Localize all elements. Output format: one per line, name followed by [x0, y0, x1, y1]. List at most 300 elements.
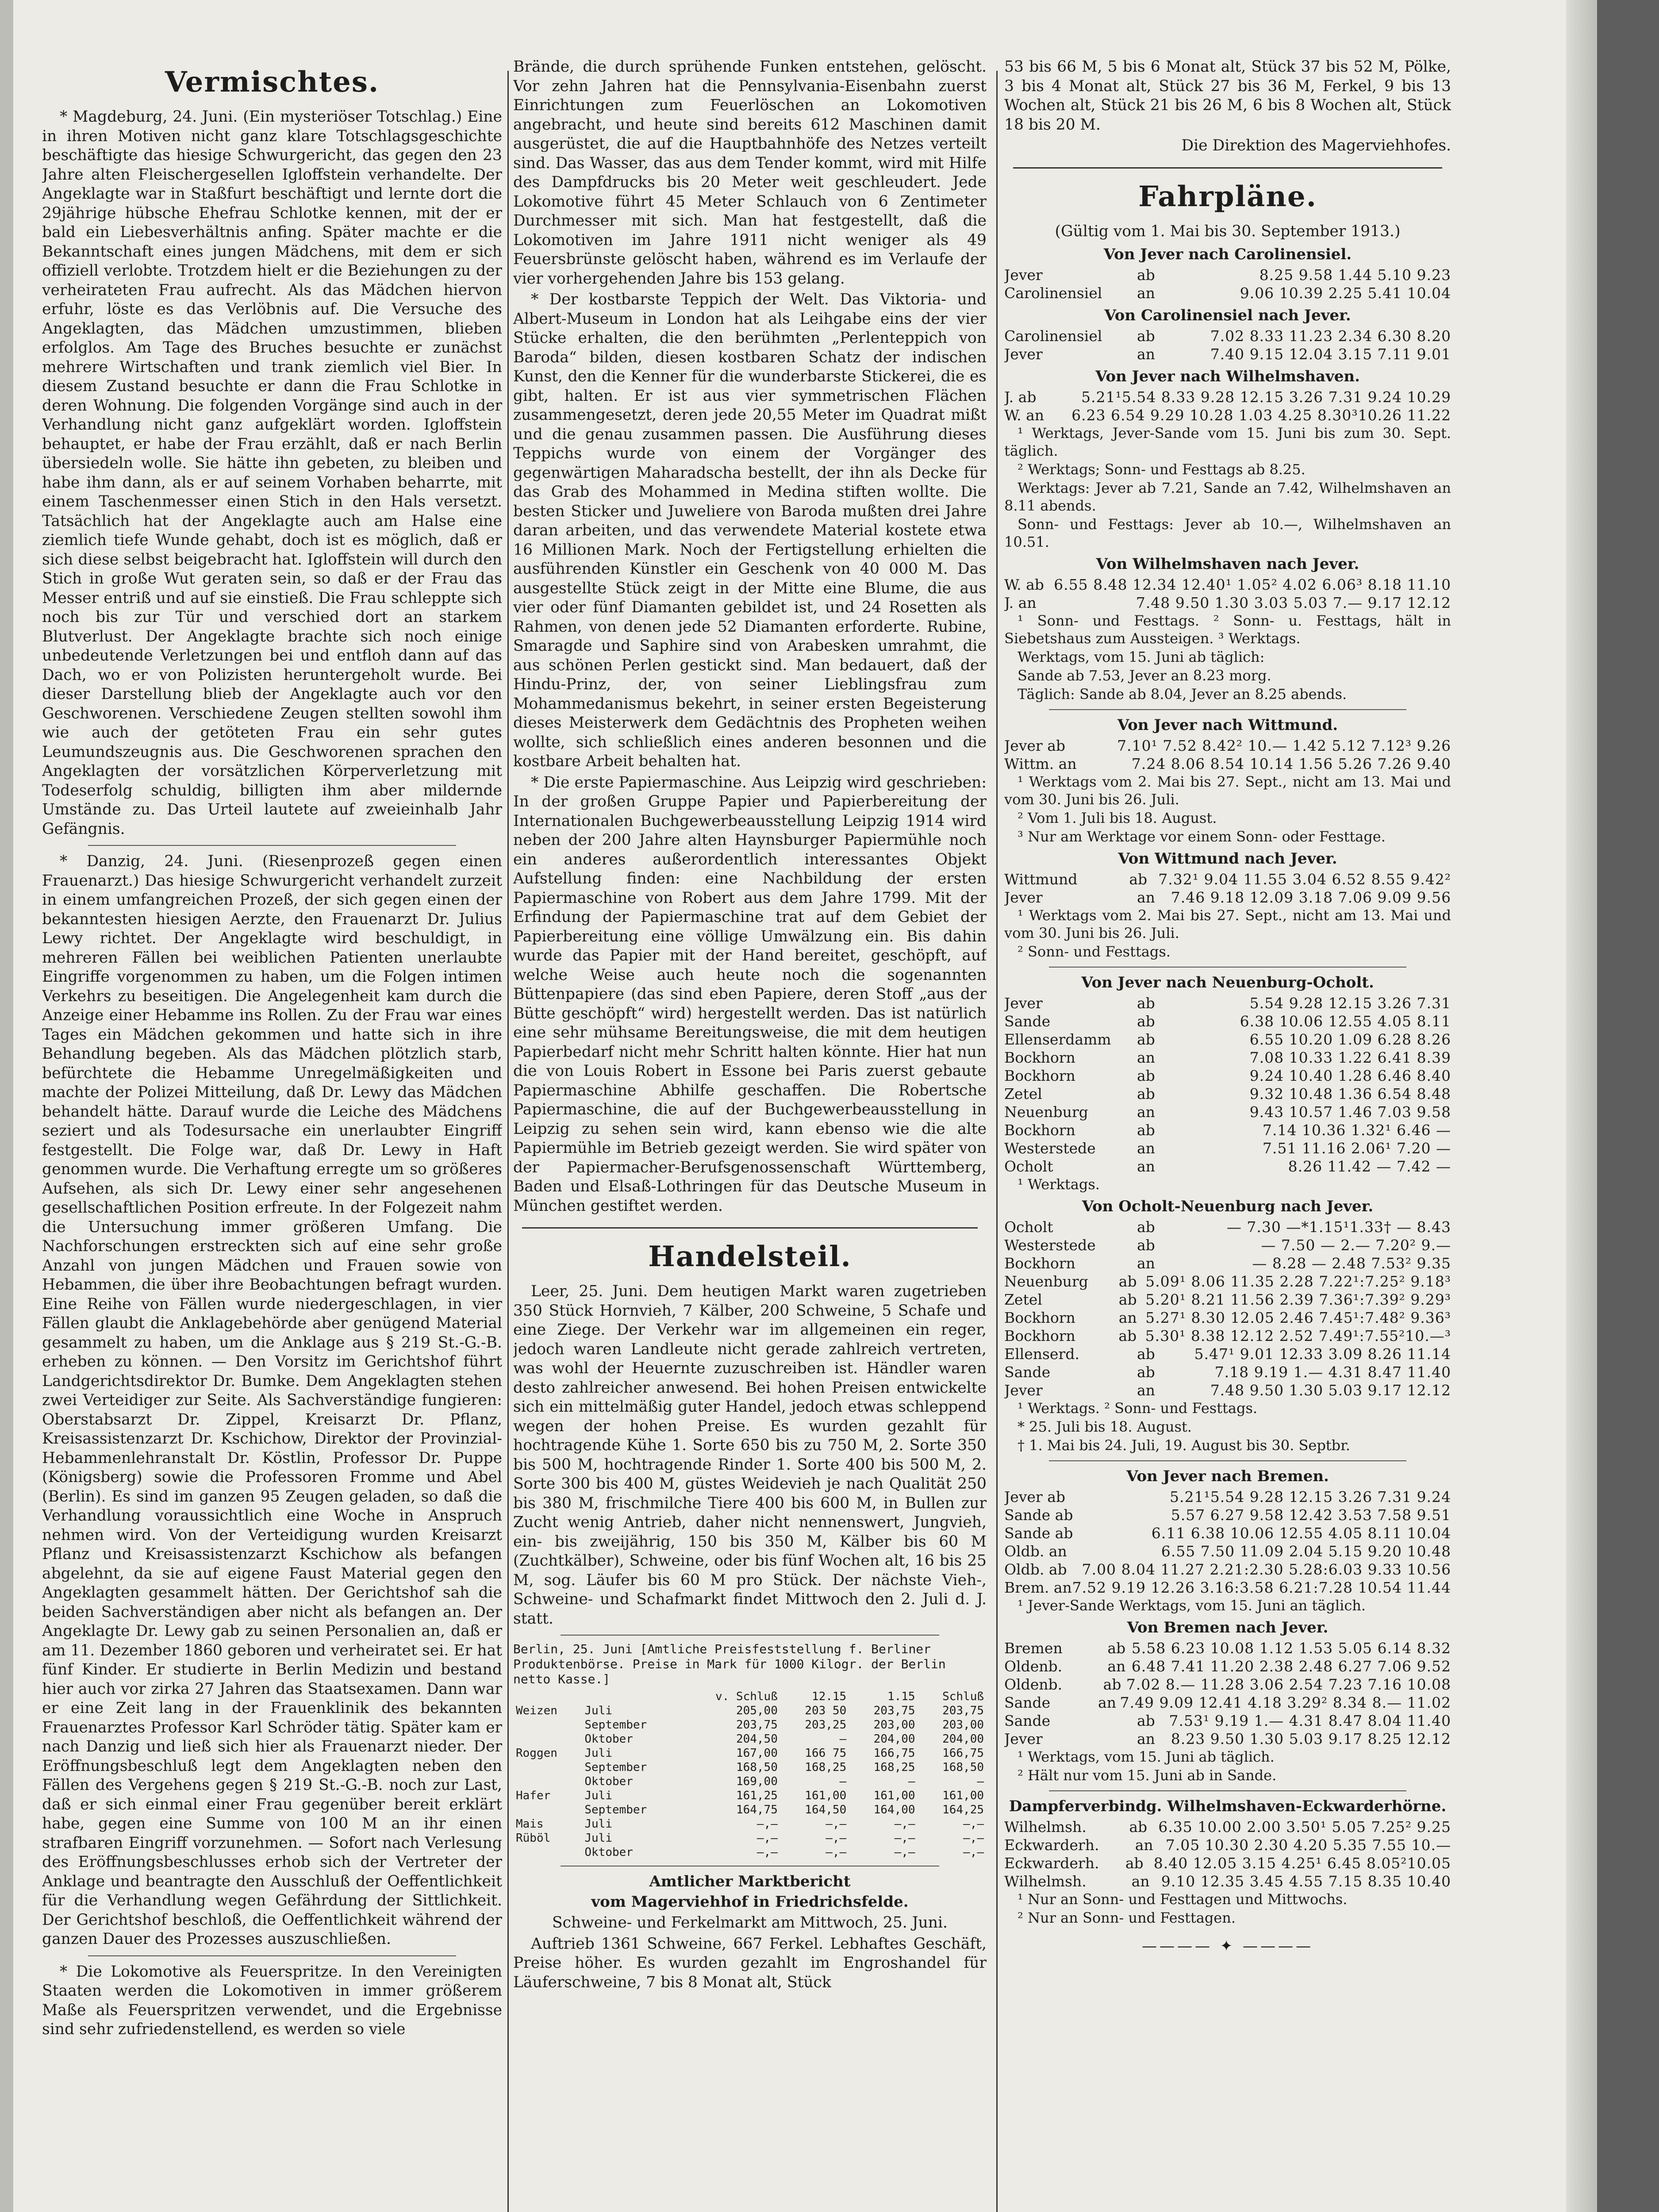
price-cell: 169,00 [736, 1775, 778, 1788]
price-cell: 164,25 [942, 1803, 984, 1816]
timetable-list [1004, 246, 1451, 1927]
timetable-row [1004, 755, 1451, 773]
station-name: Sande ab [1004, 1506, 1073, 1524]
timetable-row [1004, 1854, 1451, 1872]
berlin-table-row [513, 1831, 987, 1845]
article-lokomotive-cont: Brände, die durch sprühende Funken entstehen, gelöscht. Vor zehn Jahren hat die Pennsylvania-Eisenbahn zuerst Einrichtungen zum Feuerlöschen an Lokomotiven angebracht, und heute sind bereits 612 Maschinen damit ausgerüstet, die auf die Hauptbahnhöfe des Netzes verteilt sind. Das Wasser, das aus dem Tender kommt, wird mit Hilfe des Dampfdrucks bis 20 Meter weit geschleudert. Jede Lokomotive führt 45 Meter Schlauch von 6 Zentimeter Durchmesser mit sich. Man hat festgestellt, daß die Lokomotiven im Jahre 1911 nicht weniger als 49 Feuersbrünste gelöscht haben, während es im Verlaufe der vier vorhergehenden Jahre bis 153 gelang. [513, 58, 987, 288]
price-cell: 164,00 [873, 1803, 915, 1816]
timetable-row [1004, 1836, 1451, 1854]
departure-times: 5.21¹5.54 8.33 9.28 12.15 3.26 7.31 9.24 10.29 [1081, 388, 1451, 406]
departure-times: 5.30¹ 8.38 12.12 2.52 7.49¹:7.55²10.—³ [1145, 1327, 1451, 1344]
arrival-departure: an [1135, 1836, 1153, 1854]
article-magdeburg: * Magdeburg, 24. Juni. (Ein mysteriöser Totschlag.) Eine in ihren Motiven nicht ganz klare Totschlagsgeschichte beschäftigte das hiesige Schwurgericht, das gegen den 23 Jahre alten Fleischergesellen Igloffstein verhandelte. Der Angeklagte war in Staßfurt beschäftigt und lernte dort die 29jährige hübsche Ehefrau Schlotke kennen, mit der er bald ein Liebesverhältnis anfing. Später machte er die Bekanntschaft eines jungen Mädchens, mit dem er sich offiziell verlobte. Trotzdem hielt er die Beziehungen zu der verheirateten Frau aufrecht. Als das Mädchen hiervon erfuhr, löste es das Verlöbnis auf. Die Versuche des Angeklagten, das Mädchen umzustimmen, blieben erfolglos. Am Tage des Bruches besuchte er zunächst mehrere Wirtschaften und trank ziemlich viel Bier. In diesem Zustand besuchte er dann die Frau Schlotke in deren Wohnung. Die folgenden Vorgänge sind auch in der Verhandlung nicht ganz aufgeklärt worden. Igloffstein behauptet, er habe der Frau erzählt, daß er nach Berlin übersiedeln wolle. Sie hätte ihn gebeten, zu bleiben und habe ihm dann, als er auf seinem Vorhaben beharrte, mit einem Taschenmesser einen Stich in den Hals versetzt. Tatsächlich hat der Angeklagte auch am Halse eine ziemlich tiefe Wunde gehabt, doch ist es möglich, daß er sich diese selbst beigebracht hat. Igloffstein will durch den Stich in große Wut geraten sein, so daß er der Frau das Messer entriß und auf sie einstieß. Die Frau schleppte sich noch bis zur Tür und verschied dort an starkem Blutverlust. Der Angeklagte brachte sich noch einige unbedeutende Verletzungen bei und entfloh dann auf das Dach, wo er von Polizisten heruntergeholt wurde. Bei dieser Darstellung blieb der Angeklagte auch vor den Geschworenen. Verschiedene Zeugen stellten sowohl ihm wie auch der getöteten Frau ein sehr gutes Leumundszeugnis aus. Die Geschworenen sprachen den Angeklagten der vorsätzlichen Körperverletzung mit Todeserfolg schuldig, billigten ihm aber mildernde Umstände zu. Das Urteil lautete auf zweieinhalb Jahr Gefängnis. [42, 108, 502, 838]
timetable-note: ¹ Werktags. [1018, 1176, 1100, 1193]
timetable-note: ² Sonn- und Festtags. [1018, 943, 1171, 960]
berlin-price-table [513, 1690, 987, 1859]
departure-times: 9.06 10.39 2.25 5.41 10.04 [1240, 284, 1451, 302]
station-name: Oldb. an [1004, 1543, 1067, 1560]
article-papiermaschine: * Die erste Papiermaschine. Aus Leipzig wird geschrieben: In der großen Gruppe Papier und Papierbereitung der Internationalen Buchgewerbeausstellung Leipzig 1914 wird neben der 200 Jahre alten Haynsburger Papiermühle noch ein anderes außerordentlich interessantes Objekt Aufstellung finden: eine Nachbildung der ersten Papiermaschine von Robert aus dem Jahre 1799. Mit der Erfindung der Papiermaschine trat auf dem Gebiet der Papierbereitung eine völlige Umwälzung ein. Bis dahin wurde das Papier mit der Hand bereitet, geschöpft, auf welche Weise auch heute noch die sogenannten Büttenpapiere (das sind eben Papiere, deren Stoff „aus der Bütte geschöpft“ wird) hergestellt werden. Das ist natürlich eine sehr mühsame Bereitungsweise, die mit dem heutigen Papierbedarf nicht mehr Schritt halten könnte. Hier hat nun die von Louis Robert in Essone bei Paris zuerst gebaute Papiermaschine Abhilfe geschaffen. Die Robertsche Papiermaschine, die auf der Buchgewerbeausstellung in Leipzig zu sehen sein wird, kann ebenso wie die alte Papiermühle im Betrieb gezeigt werden. Sie wird später von der Papiermacher-Berufsgenossenschaft Württemberg, Baden und Elsaß-Lothringen für das Deutsche Museum in München gestiftet werden. [513, 773, 987, 1215]
timetable-divider [1049, 1790, 1406, 1791]
arrival-departure: ab [1137, 266, 1155, 284]
station-name: Eckwarderh. [1004, 1836, 1099, 1854]
arrival-departure: ab [1137, 1067, 1155, 1084]
timetable-row [1004, 1139, 1451, 1157]
commodity-cell [513, 1718, 582, 1732]
article-divider [88, 845, 456, 846]
departure-times: 7.24 8.06 8.54 10.14 1.56 5.26 7.26 9.40 [1131, 755, 1451, 772]
departure-times: 7.14 10.36 1.32¹ 6.46 — [1262, 1121, 1451, 1139]
timetable-note: † 1. Mai bis 24. Juli, 19. August bis 30. Septbr. [1018, 1437, 1351, 1454]
station-name: Jever [1004, 346, 1043, 363]
station-name: Wilhelmsh. [1004, 1818, 1087, 1836]
departure-times: 7.02 8.— 11.28 3.06 2.54 7.23 7.16 10.08 [1126, 1676, 1451, 1693]
departure-times: 7.53¹ 9.19 1.— 4.31 8.47 8.04 11.40 [1169, 1712, 1451, 1729]
marktbericht-signature: Die Direktion des Magerviehhofes. [1181, 137, 1451, 154]
term-cell: Oktober [584, 1846, 633, 1859]
price-cell: 204,00 [942, 1732, 984, 1746]
arrival-departure: an [1137, 284, 1155, 302]
departure-times: 7.32¹ 9.04 11.55 3.04 6.52 8.55 9.42² [1158, 871, 1451, 888]
station-name: Jever ab [1004, 1488, 1065, 1505]
arrival-departure: ab [1118, 1291, 1137, 1308]
departure-times: 5.09¹ 8.06 11.35 2.28 7.22¹:7.25² 9.18³ [1145, 1273, 1451, 1290]
term-cell: Juli [584, 1789, 612, 1802]
price-cell: 164,50 [805, 1803, 847, 1816]
term-cell: Oktober [584, 1732, 633, 1746]
term-cell: Juli [584, 1704, 612, 1717]
column-rule [996, 71, 998, 2212]
station-name: Carolinensiel [1004, 284, 1102, 302]
timetable-note: ² Vom 1. Juli bis 18. August. [1018, 810, 1217, 826]
adjacent-page-edge [0, 0, 13, 2212]
price-cell: 203,75 [736, 1718, 778, 1732]
berlin-table-row [513, 1732, 987, 1746]
timetable-row [1004, 1030, 1451, 1048]
timetable-row [1004, 284, 1451, 302]
timetable-row [1004, 1327, 1451, 1345]
timetable-row [1004, 888, 1451, 906]
commodity-cell [513, 1803, 582, 1817]
arrival-departure: ab [1137, 1363, 1155, 1381]
timetable-note: ¹ Werktags, vom 15. Juni ab täglich. [1018, 1748, 1275, 1765]
commodity-cell: Roggen [516, 1747, 557, 1760]
departure-times: 5.58 6.23 10.08 1.12 1.53 5.05 6.14 8.32 [1131, 1640, 1451, 1657]
price-cell: —,— [963, 1817, 984, 1831]
arrival-departure: ab [1137, 1031, 1155, 1048]
timetable-title: Von Jever nach Neuenburg-Ocholt. [1081, 974, 1374, 991]
timetable-row [1004, 1381, 1451, 1399]
station-name: W. ab [1004, 576, 1044, 593]
timetable-row [1004, 266, 1451, 284]
departure-times: 7.51 11.16 2.06¹ 7.20 — [1262, 1140, 1451, 1157]
station-name: Jever [1004, 266, 1043, 284]
timetable-row [1004, 737, 1451, 755]
price-cell: 161,00 [942, 1789, 984, 1802]
timetable-row [1004, 1309, 1451, 1327]
price-cell: —,— [894, 1817, 915, 1831]
departure-times: 7.18 9.19 1.— 4.31 8.47 11.40 [1214, 1363, 1451, 1381]
arrival-departure: an [1137, 1382, 1155, 1399]
timetable-row [1004, 594, 1451, 612]
timetable-note: ¹ Sonn- und Festtags. ² Sonn- u. Festtags, hält in Siebetshaus zum Aussteigen. ³ Werktags. [1004, 612, 1451, 647]
term-cell: Juli [584, 1747, 612, 1760]
price-cell: 161,25 [736, 1789, 778, 1802]
timetable-row [1004, 1218, 1451, 1236]
station-name: Sande [1004, 1694, 1051, 1711]
arrival-departure: an [1137, 1049, 1155, 1066]
timetable-row [1004, 1272, 1451, 1290]
station-name: Zetel [1004, 1085, 1042, 1102]
arrival-departure: ab [1129, 1818, 1148, 1836]
station-name: Ocholt [1004, 1218, 1053, 1236]
timetable-divider [1049, 709, 1406, 710]
station-name: Wilhelmsh. [1004, 1873, 1087, 1890]
berlin-table-row [513, 1760, 987, 1774]
timetable-note: Werktags: Jever ab 7.21, Sande an 7.42, Wilhelmshaven an 8.11 abends. [1004, 480, 1451, 514]
departure-times: 7.10¹ 7.52 8.42² 10.— 1.42 5.12 7.12³ 9.26 [1117, 737, 1451, 754]
commodity-cell [513, 1732, 582, 1746]
station-name: Westerstede [1004, 1237, 1096, 1254]
departure-times: — 8.28 — 2.48 7.53² 9.35 [1252, 1255, 1451, 1272]
article-teppich: * Der kostbarste Teppich der Welt. Das Viktoria- und Albert-Museum in London hat als Leihgabe eins der vier Stücke erhalten, die den berühmten „Perlenteppich von Baroda“ bilden, diesen kostbaren Schatz der indischen Kunst, den die Kenner für die wunderbarste Stickerei, die es gibt, halten. Er ist aus vier symmetrischen Flächen zusammengesetzt, deren jede 20,55 Meter im Quadrat mißt und die genau zusammen passen. Die Ausführung dieses Teppichs wurde von einem der Vorgänger des gegenwärtigen Maharadscha bestellt, der ihn als Decke für das Grab des Mohammed in Medina stiften wollte. Die besten Sticker und Juweliere von Baroda mußten drei Jahre daran arbeiten, und das verwendete Material kostete etwa 16 Millionen Mark. Noch der Fertigstellung erhielten die ausführenden Künstler ein Geschenk von 40 000 M. Das ausgestellte Stück zeigt in der Mitte eine Blume, die aus vier oder fünf Diamanten gebildet ist, und 24 Rosetten als Rahmen, von denen jede 52 Diamanten erforderte. Rubine, Smaragde und Saphire sind von Arabesken umrahmt, die aus schönen Perlen gestickt sind. Man bedauert, daß der Hindu-Prinz, der, von seiner Lieblingsfrau zum Mohammedanismus bekehrt, in seiner ersten Begeisterung dieses Meisterwerk dem Gedächtnis des Propheten weihen wollte, sich schließlich eines anderen besonnen und die kostbare Arbeit behalten hat. [513, 291, 987, 770]
column-rule [507, 71, 509, 2212]
arrival-departure: ab [1137, 1237, 1155, 1254]
commodity-cell: Hafer [516, 1789, 551, 1802]
price-cell: 166,75 [873, 1747, 915, 1760]
column-fahrplaene [1004, 58, 1451, 2212]
term-cell: September [584, 1718, 647, 1732]
arrival-departure: ab [1103, 1676, 1121, 1693]
timetable-row [1004, 327, 1451, 345]
timetable-title: Von Bremen nach Jever. [1127, 1619, 1329, 1636]
price-cell: 161,00 [805, 1789, 847, 1802]
commodity-cell: Rüböl [516, 1832, 551, 1845]
station-name: Brem. an [1004, 1579, 1072, 1596]
column-vermischtes [42, 58, 502, 2212]
departure-times: — 7.30 —*1.15¹1.33† — 8.43 [1226, 1218, 1451, 1236]
departure-times: 7.49 9.09 12.41 4.18 3.29² 8.34 8.— 11.02 [1120, 1694, 1451, 1711]
article-divider [88, 1955, 456, 1956]
departure-times: 8.26 11.42 — 7.42 — [1288, 1158, 1451, 1175]
section-title-handelsteil: Handelsteil. [648, 1240, 852, 1273]
scan-background [1597, 0, 1659, 2212]
timetable-row [1004, 1121, 1451, 1139]
arrival-departure: ab [1137, 1013, 1155, 1030]
berlin-table-row [513, 1789, 987, 1803]
price-cell: — [839, 1775, 847, 1788]
departure-times: 7.46 9.18 12.09 3.18 7.06 9.09 9.56 [1171, 889, 1451, 906]
berlin-table-row [513, 1704, 987, 1718]
price-cell: 203,00 [873, 1718, 915, 1732]
price-cell: —,— [826, 1846, 847, 1859]
section-title-fahrplaene: Fahrpläne. [1138, 180, 1317, 213]
berlin-col-header [513, 1690, 582, 1704]
departure-times: 5.47¹ 9.01 12.33 3.09 8.26 11.14 [1194, 1345, 1451, 1363]
price-cell: 166 75 [805, 1747, 847, 1760]
berlin-table-row [513, 1718, 987, 1732]
timetable-row [1004, 1363, 1451, 1381]
timetable-note: * 25. Juli bis 18. August. [1018, 1418, 1192, 1435]
departure-times: 6.48 7.41 11.20 2.38 2.48 6.27 7.06 9.52 [1131, 1658, 1451, 1675]
price-cell: —,— [757, 1832, 778, 1845]
timetable-row [1004, 870, 1451, 888]
price-cell: —,— [757, 1817, 778, 1831]
timetable-title: Von Jever nach Bremen. [1126, 1467, 1329, 1485]
timetable-row [1004, 994, 1451, 1012]
departure-times: 9.43 10.57 1.46 7.03 9.58 [1249, 1103, 1451, 1121]
section-divider [1013, 167, 1442, 169]
station-name: Bockhorn [1004, 1067, 1075, 1084]
timetable-note: Werktags, vom 15. Juni ab täglich: [1018, 649, 1265, 665]
timetable-note: ¹ Werktags vom 2. Mai bis 27. Sept., nicht am 13. Mai und vom 30. Juni bis 26. Juli. [1004, 907, 1451, 941]
arrival-departure: ab [1118, 1327, 1137, 1344]
marktbericht-date: Schweine- und Ferkelmarkt am Mittwoch, 25. Juni. [552, 1914, 948, 1932]
arrival-departure: ab [1137, 1121, 1155, 1139]
term-cell: September [584, 1761, 647, 1774]
arrival-departure: an [1131, 1873, 1150, 1890]
price-cell: 203,75 [873, 1704, 915, 1717]
timetable-note: ¹ Jever-Sande Werktags, vom 15. Juni an täglich. [1018, 1597, 1366, 1614]
timetable-row [1004, 1157, 1451, 1175]
price-cell: 203,00 [942, 1718, 984, 1732]
timetable-note: ² Nur an Sonn- und Festtagen. [1018, 1909, 1236, 1926]
station-name: Sande [1004, 1712, 1051, 1729]
price-cell: 204,50 [736, 1732, 778, 1746]
price-cell: —,— [894, 1846, 915, 1859]
timetable-row [1004, 1578, 1451, 1597]
price-cell: 167,00 [736, 1747, 778, 1760]
station-name: Wittmund [1004, 871, 1078, 888]
timetable-row [1004, 1657, 1451, 1675]
price-cell: 161,00 [873, 1789, 915, 1802]
timetable-row [1004, 1675, 1451, 1694]
timetable-divider [1049, 1460, 1406, 1461]
timetable-title: Von Jever nach Carolinensiel. [1103, 246, 1352, 263]
commodity-cell [513, 1774, 582, 1789]
departure-times: 6.23 6.54 9.29 10.28 1.03 4.25 8.30³10.26 11.22 [1071, 407, 1451, 424]
station-name: Jever [1004, 995, 1043, 1012]
departure-times: 6.38 10.06 12.55 4.05 8.11 [1240, 1013, 1451, 1030]
arrival-departure: ab [1137, 1085, 1155, 1102]
timetable-note: ¹ Werktags vom 2. Mai bis 27. Sept., nicht am 13. Mai und vom 30. Juni bis 26. Juli. [1004, 773, 1451, 808]
price-cell: 168,50 [942, 1761, 984, 1774]
arrival-departure: ab [1137, 327, 1155, 345]
departure-times: 8.23 9.50 1.30 5.03 9.17 8.25 12.12 [1171, 1730, 1451, 1747]
arrival-departure: an [1137, 1103, 1155, 1121]
berlin-table-row [513, 1774, 987, 1789]
marktbericht-text: Auftrieb 1361 Schweine, 667 Ferkel. Lebhaftes Geschäft, Preise höher. Es wurden gezahlt im Engroshandel für Läuferschweine, 7 bis 8 Monat alt, Stück [513, 1935, 987, 1991]
commodity-cell: Weizen [516, 1704, 557, 1717]
berlin-table-row [513, 1817, 987, 1831]
departure-times: 8.25 9.58 1.44 5.10 9.23 [1259, 266, 1451, 284]
arrival-departure: ab [1107, 1640, 1126, 1657]
timetable-note: ¹ Werktags, Jever-Sande vom 15. Juni bis zum 30. Sept. täglich. [1004, 425, 1451, 459]
timetable-row [1004, 388, 1451, 406]
arrival-departure: an [1107, 1658, 1126, 1675]
price-cell: 203,75 [942, 1704, 984, 1717]
timetable-title: Von Wittmund nach Jever. [1118, 850, 1337, 868]
berlin-table-row [513, 1746, 987, 1760]
station-name: Sande [1004, 1013, 1051, 1030]
station-name: Jever [1004, 889, 1043, 906]
departure-times: 9.32 10.48 1.36 6.54 8.48 [1249, 1085, 1451, 1102]
timetable-note: ¹ Nur an Sonn- und Festtagen und Mittwochs. [1018, 1891, 1348, 1908]
departure-times: 7.02 8.33 11.23 2.34 6.30 8.20 [1210, 327, 1451, 345]
station-name: Jever [1004, 1382, 1043, 1399]
departure-times: — 7.50 — 2.— 7.20² 9.— [1261, 1237, 1451, 1254]
timetable-row [1004, 1345, 1451, 1363]
station-name: J. an [1004, 594, 1037, 611]
article-lokomotive: * Die Lokomotive als Feuerspritze. In den Vereinigten Staaten werden die Lokomotiven in immer größerem Maße als Feuerspritzen verwendet, und die Ergebnisse sind sehr zufriedenstellend, es werden so viele [42, 1962, 502, 2038]
price-cell: — [908, 1775, 915, 1788]
departure-times: 5.54 9.28 12.15 3.26 7.31 [1249, 995, 1451, 1012]
station-name: W. an [1004, 407, 1045, 424]
departure-times: 5.27¹ 8.30 12.05 2.46 7.45¹:7.48² 9.36³ [1145, 1309, 1451, 1326]
timetable-row [1004, 1488, 1451, 1506]
timetable-row [1004, 406, 1451, 424]
price-cell: 164,75 [736, 1803, 778, 1816]
departure-times: 6.35 10.00 2.00 3.50¹ 5.05 7.25² 9.25 [1158, 1818, 1451, 1836]
commodity-cell: Mais [516, 1817, 544, 1831]
timetable-note: Sonn- und Festtags: Jever ab 10.—, Wilhelmshaven an 10.51. [1004, 516, 1451, 550]
timetable-title: Dampferverbindg. Wilhelmshaven-Eckwarderhörne. [1009, 1797, 1447, 1815]
departure-times: 6.55 10.20 1.09 6.28 8.26 [1249, 1031, 1451, 1048]
station-name: Jever ab [1004, 737, 1065, 754]
timetable-row [1004, 1506, 1451, 1524]
column-middle [513, 58, 987, 2212]
departure-times: 7.00 8.04 11.27 2.21:2.30 5.28:6.03 9.33 10.56 [1082, 1561, 1451, 1578]
section-divider [522, 1227, 978, 1229]
section-title-vermischtes: Vermischtes. [165, 65, 380, 99]
departure-times: 5.57 6.27 9.58 12.42 3.53 7.58 9.51 [1171, 1506, 1451, 1524]
station-name: Carolinensiel [1004, 327, 1102, 345]
commodity-cell [513, 1760, 582, 1774]
station-name: Ellenserdamm [1004, 1031, 1111, 1048]
timetable-row [1004, 1012, 1451, 1030]
arrival-departure: ab [1137, 1712, 1155, 1729]
term-cell: Juli [584, 1832, 612, 1845]
timetable-row [1004, 1254, 1451, 1272]
station-name: Westerstede [1004, 1140, 1096, 1157]
arrival-departure: ab [1118, 1273, 1137, 1290]
station-name: Wittm. an [1004, 755, 1077, 772]
departure-times: 6.55 7.50 11.09 2.04 5.15 9.20 10.48 [1161, 1543, 1451, 1560]
berlin-table-row [513, 1845, 987, 1859]
station-name: Bockhorn [1004, 1121, 1075, 1139]
station-name: Bockhorn [1004, 1049, 1075, 1066]
arrival-departure: ab [1129, 871, 1148, 888]
price-cell: — [977, 1775, 984, 1788]
berlin-col-header: 12.15 [811, 1690, 847, 1703]
station-name: Neuenburg [1004, 1103, 1088, 1121]
berlin-col-header: v. Schluß [715, 1690, 778, 1703]
arrival-departure: an [1137, 1255, 1155, 1272]
berlin-table-row [513, 1803, 987, 1817]
arrival-departure: an [1137, 1140, 1155, 1157]
berlin-col-header: Schluß [942, 1690, 984, 1703]
closing-ornament: ———— ✦ ———— [1141, 1937, 1314, 1955]
timetable-row [1004, 1818, 1451, 1836]
arrival-departure: an [1098, 1694, 1116, 1711]
price-cell: 203,25 [805, 1718, 847, 1732]
article-leer-markt: Leer, 25. Juni. Dem heutigen Markt waren zugetrieben 350 Stück Hornvieh, 7 Kälber, 200 Schweine, 5 Schafe und eine Ziege. Der Verkehr war im allgemeinen ein reger, jedoch waren Landleute nicht gerade zahlreich vertreten, was wohl der Heuernte zuzuschreiben ist. Händler waren desto zahlreicher anwesend. Bei hohen Preisen entwickelte sich ein mittelmäßig guter Handel, jedoch etwas schleppend wegen der hohen Preise. Es wurden gezahlt für hochtragende Kühe 1. Sorte 650 bis zu 750 M, 2. Sorte 350 bis 500 M, hochtragende Rinder 1. Sorte 400 bis 500 M, 2. Sorte 300 bis 400 M, güstes Weidevieh je nach Qualität 250 bis 380 M, frischmilche Tiere 400 bis 600 M, in Bullen zur Zucht wenig Antrieb, daher nicht nennenswert, Jungvieh, ein- bis zweijährig, 150 bis 350 M, Kälber bis 60 M (Zuchtkälber), Schweine, oder bis fünf Wochen alt, 16 bis 25 M, sog. Läufer bis 60 M pro Stück. Der nächste Vieh-, Schweine- und Schafmarkt findet Mittwoch den 2. Juli d. J. statt. [513, 1283, 987, 1628]
timetable-row [1004, 1872, 1451, 1890]
price-cell: 204,00 [873, 1732, 915, 1746]
timetable-note: ² Werktags; Sonn- und Festtags ab 8.25. [1018, 461, 1306, 478]
arrival-departure: an [1137, 1730, 1155, 1747]
station-name: Neuenburg [1004, 1273, 1088, 1290]
arrival-departure: ab [1137, 995, 1155, 1012]
departure-times: 8.40 12.05 3.15 4.25¹ 6.45 8.05²10.05 [1153, 1855, 1451, 1872]
timetable-note: ³ Nur am Werktage vor einem Sonn- oder Festtage. [1018, 828, 1386, 845]
timetable-row [1004, 1560, 1451, 1578]
timetable-row [1004, 1639, 1451, 1657]
station-name: Sande [1004, 1363, 1051, 1381]
price-cell: 205,00 [736, 1704, 778, 1717]
departure-times: 5.21¹5.54 9.28 12.15 3.26 7.31 9.24 [1169, 1488, 1451, 1505]
price-cell: 203 50 [805, 1704, 847, 1717]
departure-times: 7.48 9.50 1.30 5.03 9.17 12.12 [1210, 1382, 1451, 1399]
timetable-note: ¹ Werktags. ² Sonn- und Festtags. [1018, 1400, 1258, 1417]
price-cell: — [839, 1732, 847, 1746]
timetable-title: Von Ocholt-Neuenburg nach Jever. [1082, 1198, 1374, 1215]
timetable-row [1004, 1694, 1451, 1712]
timetable-row [1004, 1085, 1451, 1103]
arrival-departure: ab [1125, 1855, 1144, 1872]
timetable-divider [1049, 967, 1406, 968]
timetable-row [1004, 1542, 1451, 1560]
departure-times: 5.20¹ 8.21 11.56 2.39 7.36¹:7.39² 9.29³ [1145, 1291, 1451, 1308]
timetable-note: ² Hält nur vom 15. Juni ab in Sande. [1018, 1767, 1277, 1784]
station-name: Zetel [1004, 1291, 1042, 1308]
timetable-note: Sande ab 7.53, Jever an 8.23 morg. [1018, 667, 1271, 684]
station-name: Ellenserd. [1004, 1345, 1079, 1363]
departure-times: 9.10 12.35 3.45 4.55 7.15 8.35 10.40 [1161, 1873, 1451, 1890]
fahrplan-validity: (Gültig vom 1. Mai bis 30. September 1913.) [1055, 222, 1401, 240]
departure-times: 7.08 10.33 1.22 6.41 8.39 [1249, 1049, 1451, 1066]
arrival-departure: an [1118, 1309, 1137, 1326]
station-name: Eckwarderh. [1004, 1855, 1099, 1872]
price-cell: 168,25 [873, 1761, 915, 1774]
price-cell: —,— [826, 1817, 847, 1831]
price-cell: 166,75 [942, 1747, 984, 1760]
arrival-departure: an [1137, 346, 1155, 363]
commodity-cell [513, 1845, 582, 1859]
station-name: Ocholt [1004, 1158, 1053, 1175]
arrival-departure: an [1137, 1158, 1155, 1175]
timetable-row [1004, 1067, 1451, 1085]
berlin-boerse-heading: Berlin, 25. Juni [Amtliche Preisfeststellung f. Berliner Produktenbörse. Preise in Mark für 1000 Kilogr. der Berlin netto Kasse.] [513, 1642, 946, 1686]
departure-times: 7.40 9.15 12.04 3.15 7.11 9.01 [1210, 346, 1451, 363]
timetable-row [1004, 1712, 1451, 1730]
marktbericht-title: Amtlicher Marktbericht [649, 1873, 851, 1890]
station-name: Oldenb. [1004, 1658, 1063, 1675]
marktbericht-cont: 53 bis 66 M, 5 bis 6 Monat alt, Stück 37 bis 52 M, Pölke, 3 bis 4 Monat alt, Stück 27 bis 36 M, Ferkel, 9 bis 13 Wochen alt, Stück 21 bis 26 M, 6 bis 8 Wochen alt, Stück 18 bis 20 M. [1004, 58, 1451, 134]
price-cell: —,— [894, 1832, 915, 1845]
arrival-departure: ab [1137, 1345, 1155, 1363]
timetable-title: Von Wilhelmshaven nach Jever. [1096, 555, 1359, 573]
berlin-table-header [513, 1690, 987, 1704]
departure-times: 7.52 9.19 12.26 3.16:3.58 6.21:7.28 10.54 11.44 [1072, 1579, 1451, 1596]
price-cell: —,— [963, 1832, 984, 1845]
price-cell: 168,25 [805, 1761, 847, 1774]
station-name: Bockhorn [1004, 1309, 1075, 1326]
berlin-col-header [582, 1690, 681, 1704]
timetable-row [1004, 345, 1451, 363]
price-cell: —,— [757, 1846, 778, 1859]
station-name: Jever [1004, 1730, 1043, 1747]
arrival-departure: ab [1137, 1218, 1155, 1236]
